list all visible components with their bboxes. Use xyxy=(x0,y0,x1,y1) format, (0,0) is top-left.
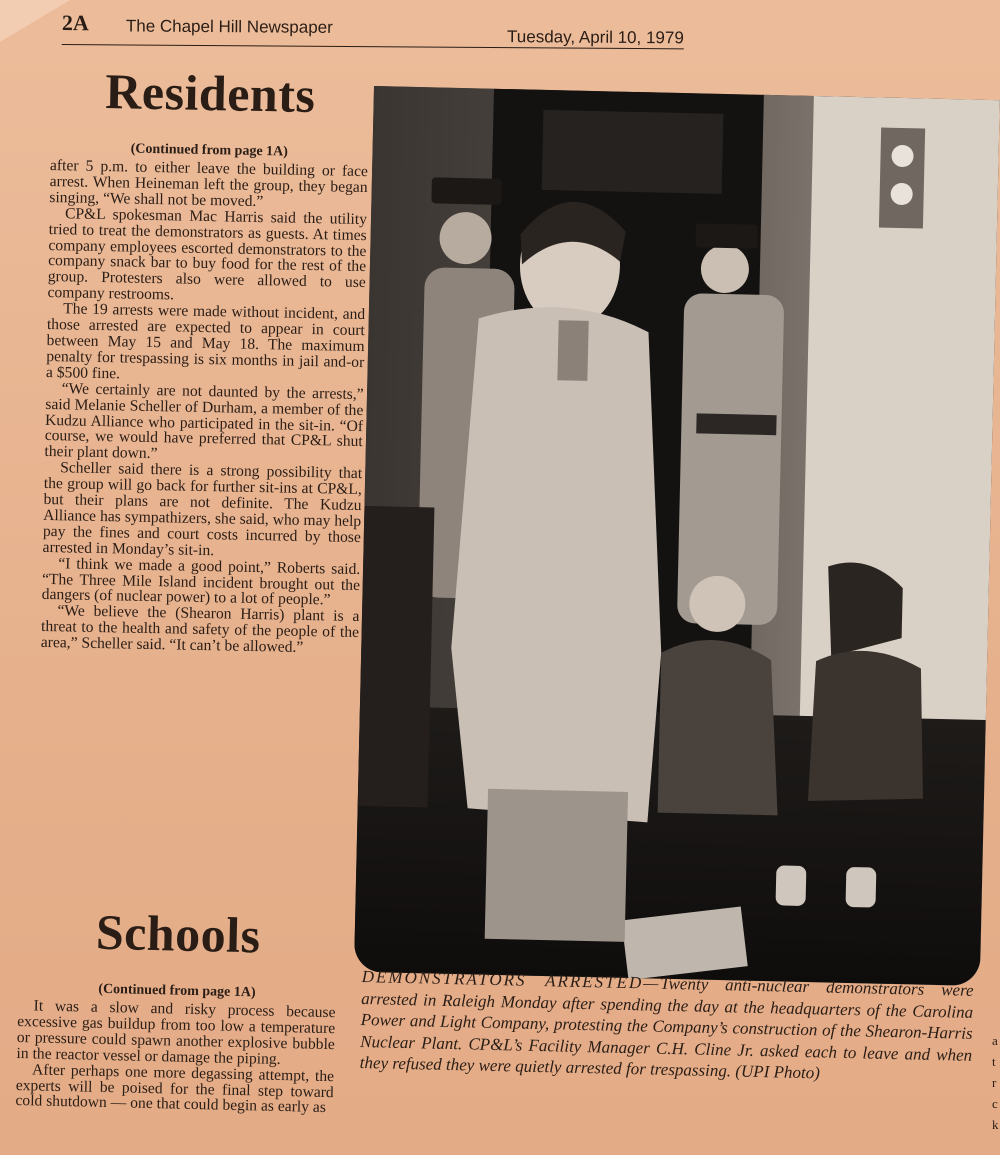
schools-continued-note: (Continued from page 1A) xyxy=(98,981,256,1001)
schools-paragraph: After perhaps one more degassing attempt, the experts will be poised for the final step toward cold shutdown — one that could begin as early as xyxy=(15,1060,335,1117)
issue-date: Tuesday, April 10, 1979 xyxy=(507,27,684,48)
masthead xyxy=(62,10,684,49)
residents-article xyxy=(41,60,370,657)
schools-article xyxy=(15,900,338,1117)
schools-headline: Schools xyxy=(95,903,262,964)
residents-paragraph: CP&L spokesman Mac Harris said the utility tried to treat the demonstrators as guests. At times company employees escorted demonstrators to the company snack bar to buy food for the rest of the group. Protesters also were allowed to use company restrooms. xyxy=(47,204,368,304)
newspaper-name: The Chapel Hill Newspaper xyxy=(125,16,333,37)
residents-paragraph: after 5 p.m. to either leave the building or face arrest. When Heineman left the group, they began singing, “We shall not be moved.” xyxy=(49,156,369,210)
residents-body xyxy=(41,158,368,657)
fragment-letter: r xyxy=(992,1075,997,1090)
schools-body xyxy=(15,998,335,1117)
residents-paragraph: Scheller said there is a strong possibility that the group will go back for further sit-ins at CP&L, but their plans are not definite. The Kudzu Alliance has sympathizers, she said, who may help pay the fines and court costs incurred by those arrested in Monday’s sit-in. xyxy=(42,459,363,559)
fragment-letter: t xyxy=(992,1054,996,1069)
residents-paragraph: “I think we made a good point,” Roberts said. “The Three Mile Island incident brought out the dangers (of nuclear power) to a lot of people.” xyxy=(41,554,361,609)
photo-caption xyxy=(360,966,974,1087)
adjacent-column-fragments xyxy=(992,1030,999,1135)
fragment-letter: a xyxy=(992,1033,998,1048)
schools-paragraph: It was a slow and risky process because excessive gas buildup from too low a temperature or pressure could spawn another explosive bubble in the reactor vessel or damage the piping. xyxy=(16,997,336,1068)
residents-paragraph: “We certainly are not daunted by the arrests,” said Melanie Scheller of Durham, a member of the Kudzu Alliance who participated in the sit-in. “Of course, we would have preferred that CP&L shut their plant down.” xyxy=(44,379,364,463)
fragment-letter: k xyxy=(992,1117,999,1132)
caption-lead: DEMONSTRATORS ARRESTED— xyxy=(361,966,661,993)
residents-paragraph: The 19 arrests were made without incident, and those arrested are expected to appear in court between May 15 and May 18. The maximum penalty for trespassing is six months in jail and-or a $500 fine. xyxy=(45,300,366,383)
news-photo xyxy=(354,86,1000,986)
residents-continued-note: (Continued from page 1A) xyxy=(130,141,289,160)
caption-body: Twenty anti-nuclear demonstrators were arrested in Raleigh Monday after spending the day at the headquarters of the Carolina Power and Light Company, protesting the Company’s construction of the Shearon-Harris Nuclear Plant. CP&L’s Facility Manager C.H. Cline Jr. asked each to leave and when they refused they were quietly arrested for trespassing. (UPI Photo) xyxy=(359,973,974,1083)
residents-paragraph: “We believe the (Shearon Harris) plant is a threat to the health and safety of the people of the area,” Scheller said. “It can’t be allowed.” xyxy=(40,602,360,657)
page-number: 2A xyxy=(61,10,89,36)
residents-headline: Residents xyxy=(104,63,316,124)
photo-illustration xyxy=(354,86,1000,986)
folded-corner xyxy=(0,0,70,42)
fragment-letter: c xyxy=(992,1096,998,1111)
